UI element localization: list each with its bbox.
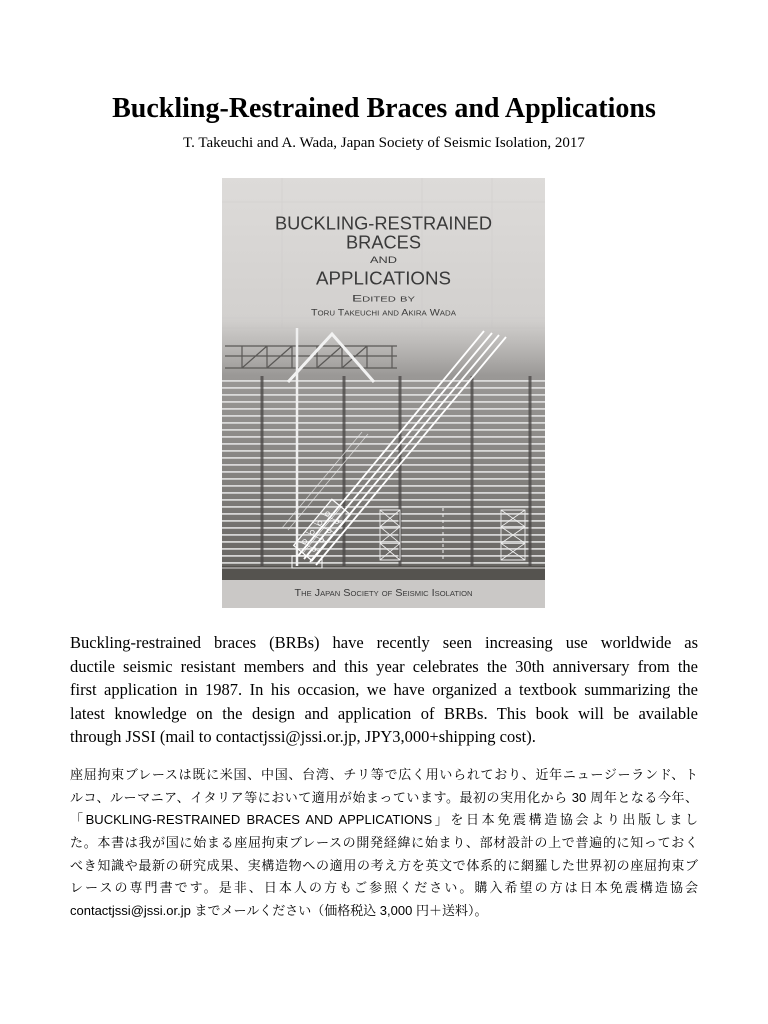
- page-subtitle: T. Takeuchi and A. Wada, Japan Society of Seismic Isolation, 2017: [183, 135, 585, 151]
- english-paragraph-line: first application in 1987. In his occasion, we have organized a textbook summarizing the: [70, 680, 698, 699]
- cover-title-line-4: APPLICATIONS: [316, 268, 451, 289]
- japanese-paragraph-line: 「BUCKLING-RESTRAINED BRACES AND APPLICATIONS」を日本免震構造協会より出版しまし: [70, 812, 698, 828]
- english-paragraph-line: Buckling-restrained braces (BRBs) have recently seen increasing use worldwide as: [70, 633, 698, 652]
- cover-publisher: The Japan Society of Seismic Isolation: [294, 588, 473, 599]
- japanese-paragraph-line: レースの専門書です。是非、日本人の方もご参照ください。購入希望の方は日本免震構造協会: [70, 880, 698, 896]
- cover-title-line-3: AND: [370, 255, 398, 265]
- cover-editors: Toru Takeuchi and Akira Wada: [311, 307, 457, 319]
- book-cover-art: [222, 178, 545, 608]
- japanese-paragraph: [70, 764, 698, 923]
- english-paragraph: [70, 631, 698, 749]
- japanese-paragraph-line: contactjssi@jssi.or.jp までメールください（価格税込 3,000 円＋送料）。: [70, 903, 488, 919]
- cover-title-line-1: BUCKLING-RESTRAINED: [275, 213, 493, 234]
- book-cover-image: [222, 178, 545, 608]
- page-title: Buckling-Restrained Braces and Applications: [112, 93, 656, 124]
- cover-title-line-2: BRACES: [346, 232, 421, 253]
- japanese-paragraph-line: べき知識や最新の研究成果、実構造物への適用の考え方を英文で体系的に網羅した世界初の座屈拘束ブ: [70, 857, 698, 873]
- english-paragraph-line: ductile seismic resistant members and this year celebrates the 30th anniversary from the: [70, 656, 698, 676]
- cover-edited-by: Edited by: [352, 293, 416, 305]
- japanese-paragraph-line: ルコ、ルーマニア、イタリア等において適用が始まっています。最初の実用化から 30 周年となる今年、: [70, 789, 698, 805]
- english-paragraph-line: latest knowledge on the design and application of BRBs. This book will be available: [70, 703, 698, 723]
- japanese-paragraph-line: た。本書は我が国に始まる座屈拘束ブレースの開発経緯に始まり、部材設計の上で普遍的に知っておく: [70, 835, 698, 851]
- japanese-paragraph-line: 座屈拘束ブレースは既に米国、中国、台湾、チリ等で広く用いられており、近年ニュージーランド、ト: [70, 767, 698, 782]
- english-paragraph-line: through JSSI (mail to contactjssi@jssi.or.jp, JPY3,000+shipping cost).: [70, 727, 536, 746]
